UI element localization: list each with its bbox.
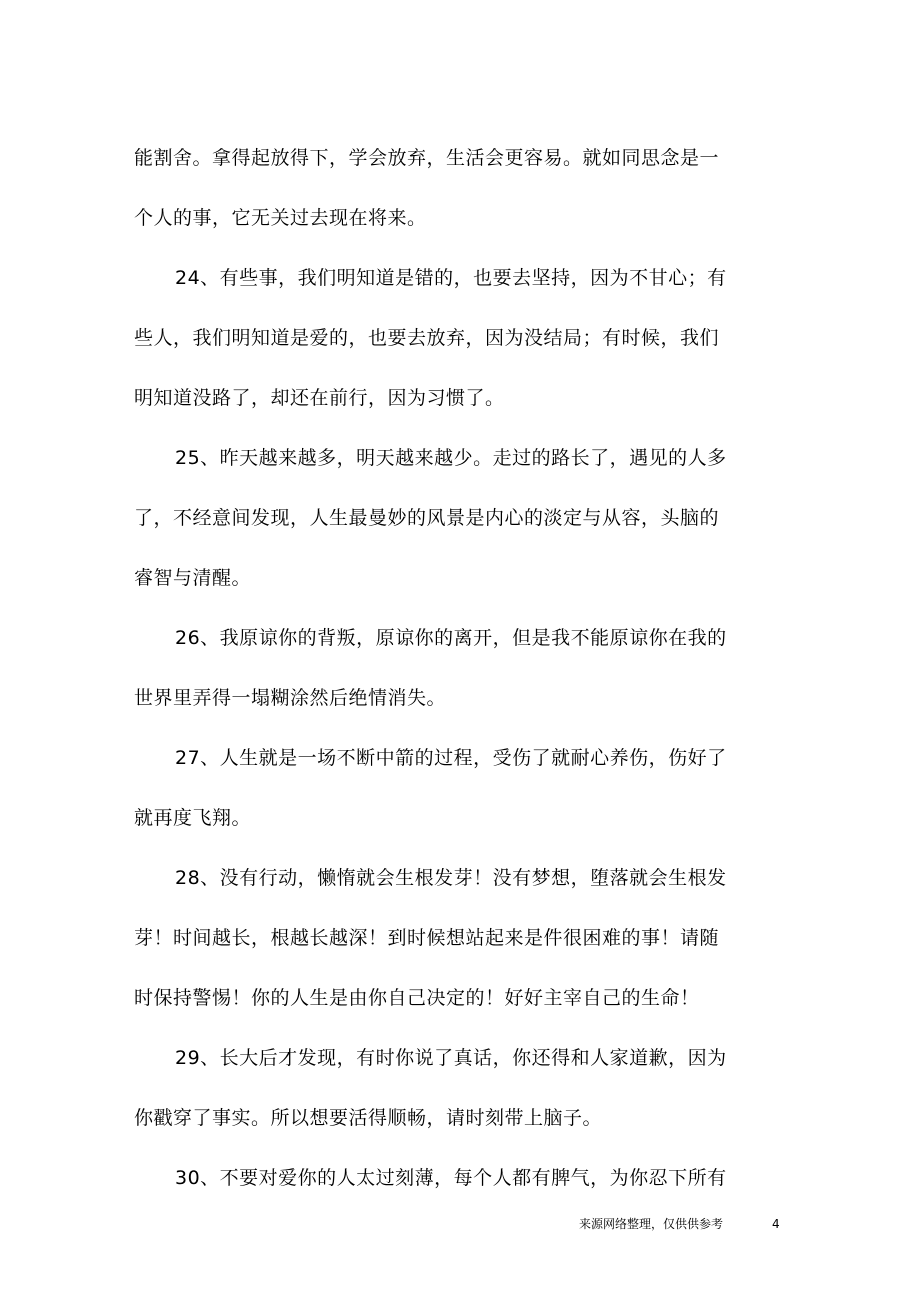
text-line: 明知道没路了，却还在前行，因为习惯了。 xyxy=(134,387,505,409)
text-line: 世界里弄得一塌糊涂然后绝情消失。 xyxy=(134,687,447,709)
text-line: 芽！时间越长，根越长越深！到时候想站起来是件很困难的事！请随 xyxy=(134,927,720,949)
item-29-line: 29、长大后才发现，有时你说了真话，你还得和人家道歉，因为 xyxy=(175,1047,727,1069)
text-line: 些人，我们明知道是爱的，也要去放弃，因为没结局；有时候，我们 xyxy=(134,327,720,349)
text-line: 睿智与清醒。 xyxy=(134,567,252,589)
item-26-line: 26、我原谅你的背叛，原谅你的离开，但是我不能原谅你在我的 xyxy=(175,627,727,649)
text-line: 你戳穿了事实。所以想要活得顺畅，请时刻带上脑子。 xyxy=(134,1107,603,1129)
page-number: 4 xyxy=(772,1217,780,1231)
item-28-line: 28、没有行动，懒惰就会生根发芽！没有梦想，堕落就会生根发 xyxy=(175,867,727,889)
text-line: 时保持警惕！你的人生是由你自己决定的！好好主宰自己的生命！ xyxy=(134,987,700,1009)
text-line: 个人的事，它无关过去现在将来。 xyxy=(134,207,427,229)
text-line: 能割舍。拿得起放得下，学会放弃，生活会更容易。就如同思念是一 xyxy=(134,147,720,169)
footer-source-note: 来源网络整理，仅供供参考 xyxy=(579,1217,724,1231)
item-27-line: 27、人生就是一场不断中箭的过程，受伤了就耐心养伤，伤好了 xyxy=(175,747,727,769)
item-30-line: 30、不要对爱你的人太过刻薄，每个人都有脾气，为你忍下所有 xyxy=(175,1167,727,1189)
text-line: 就再度飞翔。 xyxy=(134,807,252,829)
text-line: 了，不经意间发现，人生最曼妙的风景是内心的淡定与从容，头脑的 xyxy=(134,507,720,529)
item-24-line: 24、有些事，我们明知道是错的，也要去坚持，因为不甘心；有 xyxy=(175,267,727,289)
item-25-line: 25、昨天越来越多，明天越来越少。走过的路长了，遇见的人多 xyxy=(175,447,727,469)
